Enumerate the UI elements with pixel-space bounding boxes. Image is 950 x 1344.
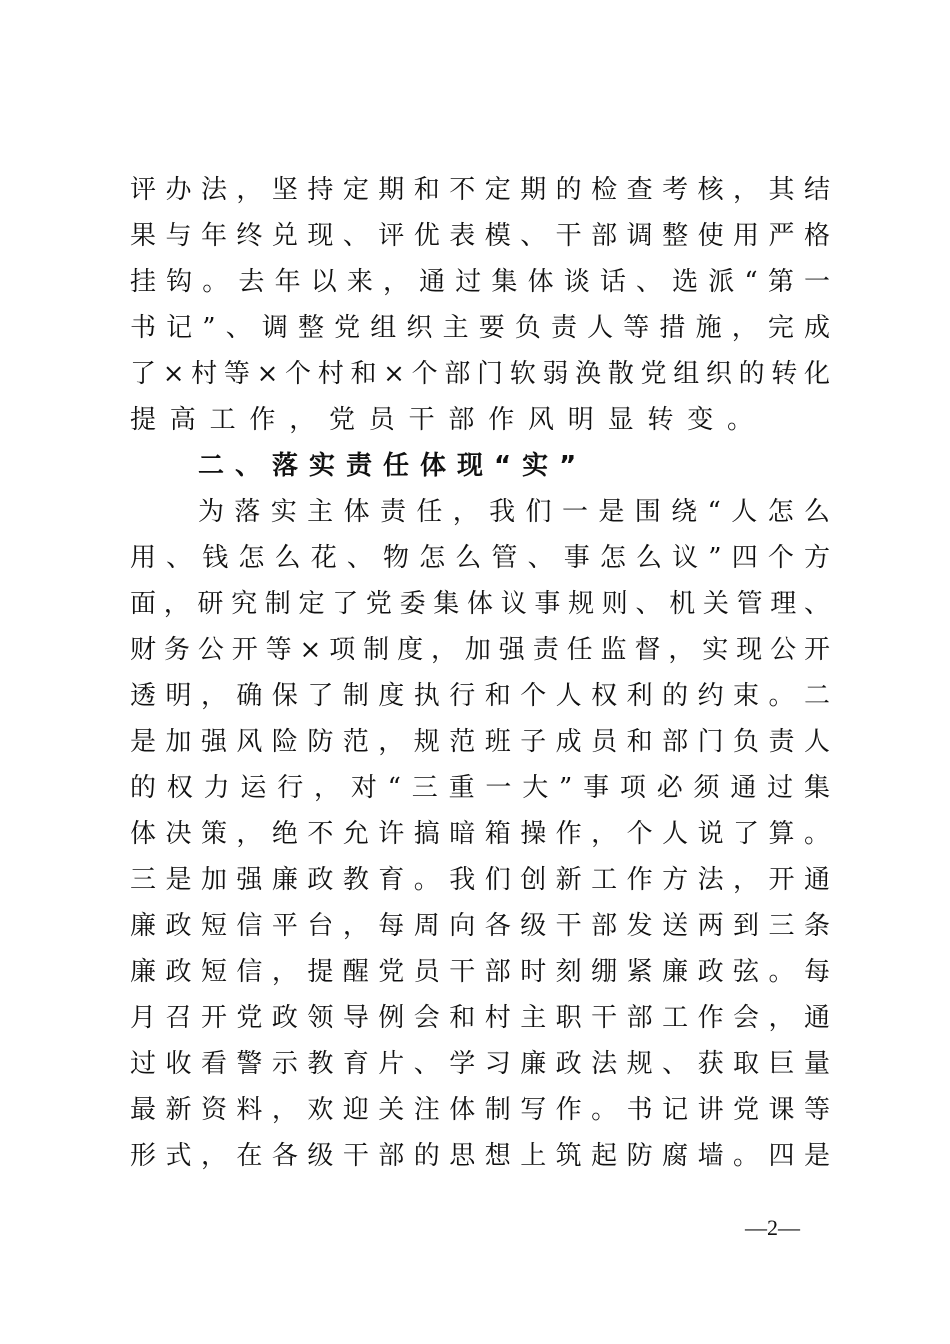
text-line: 最新资料，欢迎关注体制写作。书记讲党课等 bbox=[130, 1095, 830, 1125]
text-line: 形式，在各级干部的思想上筑起防腐墙。四是 bbox=[130, 1141, 830, 1171]
page-number: —2— bbox=[745, 1215, 800, 1240]
text-line: 体决策，绝不允许搞暗箱操作，个人说了算。 bbox=[130, 819, 830, 849]
text-line: 了×村等×个村和×个部门软弱涣散党组织的转化 bbox=[130, 359, 830, 389]
text-line: 透明，确保了制度执行和个人权利的约束。二 bbox=[130, 681, 830, 711]
text-line: 三是加强廉政教育。我们创新工作方法，开通 bbox=[130, 865, 830, 895]
text-line: 书记”、调整党组织主要负责人等措施，完成 bbox=[130, 313, 830, 343]
paragraph-first-line: 为落实主体责任，我们一是围绕“人怎么 bbox=[198, 497, 830, 527]
text-line: 过收看警示教育片、学习廉政法规、获取巨量 bbox=[130, 1049, 830, 1079]
text-line: 果与年终兑现、评优表模、干部调整使用严格 bbox=[130, 221, 830, 251]
text-line: 提高工作，党员干部作风明显转变。 bbox=[130, 405, 767, 435]
section-heading: 二、落实责任体现“实” bbox=[198, 451, 588, 481]
text-line: 月召开党政领导例会和村主职干部工作会，通 bbox=[130, 1003, 830, 1033]
text-line: 用、钱怎么花、物怎么管、事怎么议”四个方 bbox=[130, 543, 830, 573]
text-line: 面，研究制定了党委集体议事规则、机关管理、 bbox=[130, 589, 830, 619]
text-line: 财务公开等×项制度，加强责任监督，实现公开 bbox=[130, 635, 830, 665]
text-line: 是加强风险防范，规范班子成员和部门负责人 bbox=[130, 727, 830, 757]
text-line: 的权力运行，对“三重一大”事项必须通过集 bbox=[130, 773, 830, 803]
text-line: 廉政短信，提醒党员干部时刻绷紧廉政弦。每 bbox=[130, 957, 830, 987]
text-line: 挂钩。去年以来，通过集体谈话、选派“第一 bbox=[130, 267, 830, 297]
text-line: 评办法，坚持定期和不定期的检查考核，其结 bbox=[130, 175, 830, 205]
text-line: 廉政短信平台，每周向各级干部发送两到三条 bbox=[130, 911, 830, 941]
